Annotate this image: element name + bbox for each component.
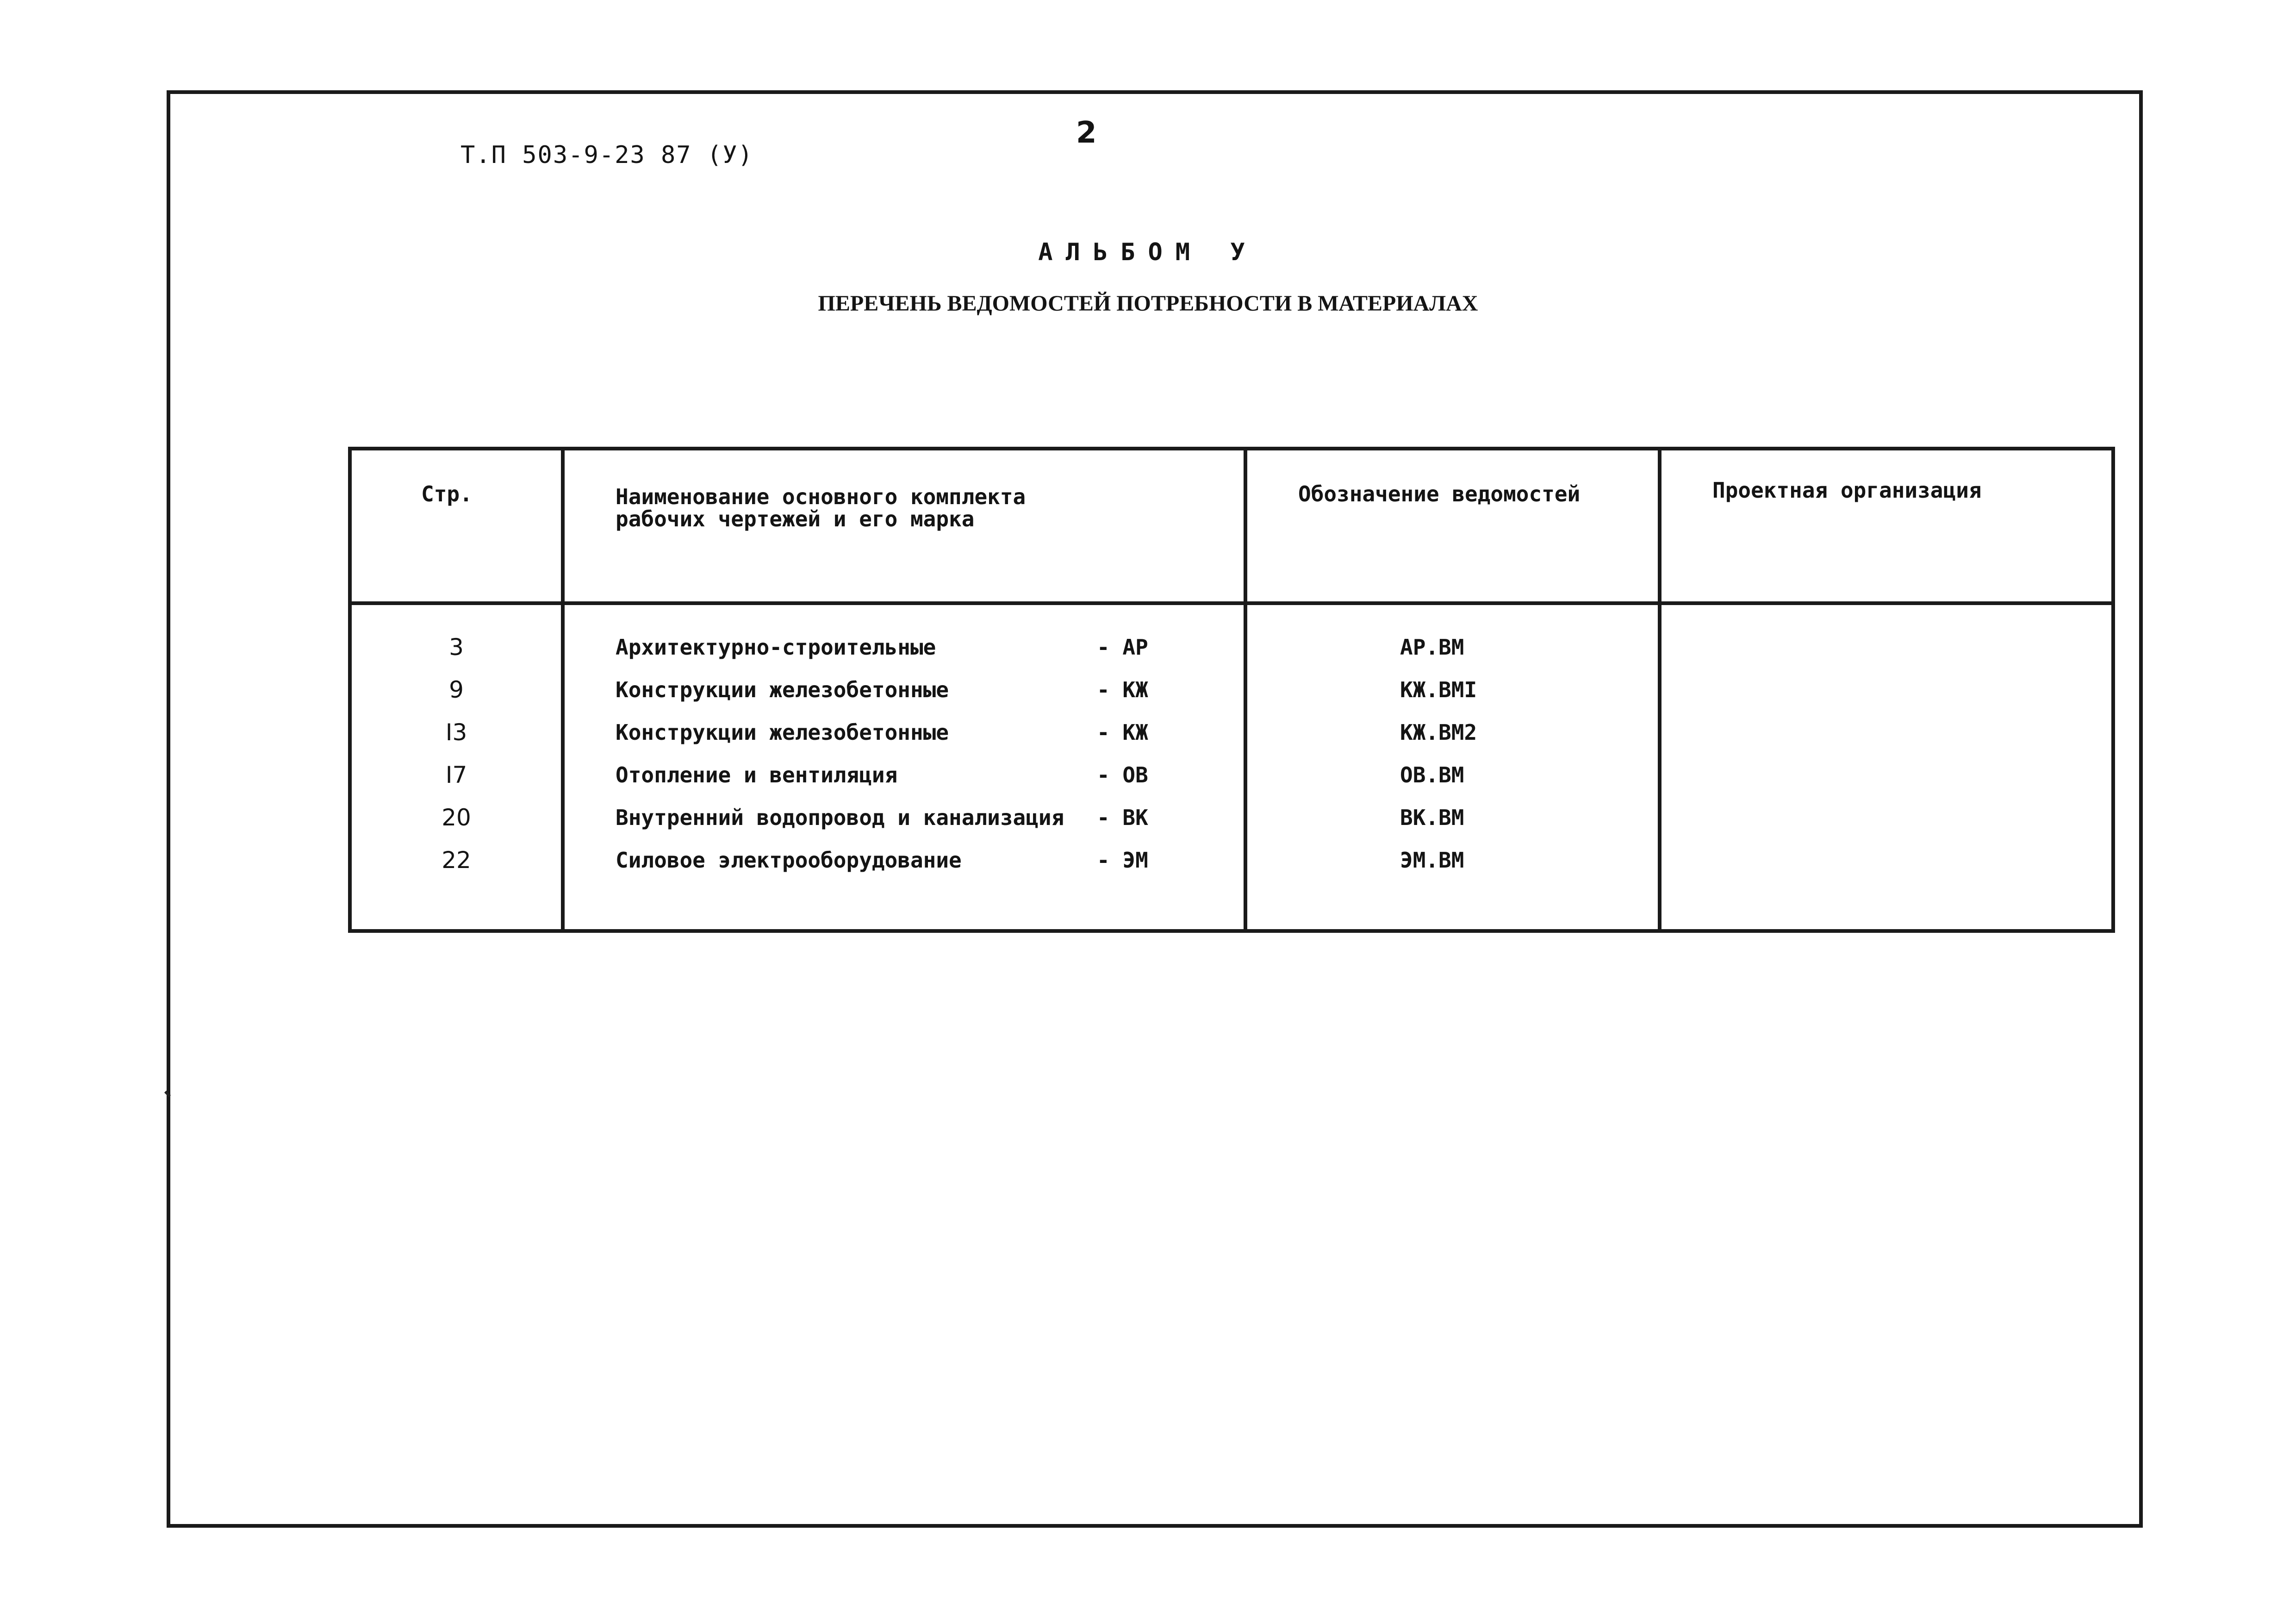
row-mark: - ОВ (1097, 762, 1148, 787)
row-name-text: Отопление и вентиляция (616, 762, 898, 787)
organization-column (1660, 603, 2113, 931)
row-name (616, 754, 1243, 796)
row-designation: ЭМ.ВМ (1400, 848, 1464, 873)
row-mark: - ЭМ (1097, 848, 1148, 873)
table-body-row (350, 603, 2113, 931)
row-name-text: Архитектурно-строительные (616, 635, 936, 660)
row-name-text: Конструкции железобетонные (616, 677, 949, 702)
column-header-name-line2: рабочих чертежей и его марка (616, 506, 975, 531)
row-mark: - АР (1097, 635, 1148, 660)
row-designation: КЖ.ВМ2 (1400, 720, 1477, 745)
row-designation: ВК.ВМ (1400, 805, 1464, 830)
row-name (616, 668, 1243, 711)
row-name (616, 711, 1243, 754)
row-name-text: Силовое электрооборудование (616, 848, 962, 873)
document-subtitle: ПЕРЕЧЕНЬ ВЕДОМОСТЕЙ ПОТРЕБНОСТИ В МАТЕРИАЛАХ (818, 291, 1478, 316)
row-page: 3 (449, 634, 464, 661)
column-header-designation: Обозначение ведомостей (1245, 449, 1660, 603)
row-designation: ОВ.ВМ (1400, 762, 1464, 787)
column-header-name (563, 449, 1245, 603)
column-header-organization: Проектная организация (1660, 449, 2113, 603)
row-mark: - ВК (1097, 805, 1148, 830)
page-number: 2 (1076, 116, 1097, 150)
row-name (616, 796, 1243, 839)
designation-column (1245, 603, 1660, 931)
document-code: Т.П 503-9-23 87 (У) (460, 141, 753, 169)
album-title: АЛЬБОМ У (1038, 238, 1258, 266)
row-page: 9 (449, 676, 464, 703)
page-column (350, 603, 563, 931)
row-designation: АР.ВМ (1400, 635, 1464, 660)
name-column (563, 603, 1245, 931)
column-header-name-line1: Наименование основного комплекта (616, 484, 1026, 509)
row-name-text: Внутренний водопровод и канализация (616, 805, 1064, 830)
row-page: 22 (442, 847, 471, 874)
row-mark: - КЖ (1097, 677, 1148, 702)
row-name-text: Конструкции железобетонные (616, 720, 949, 745)
column-header-page: Стр. (350, 449, 563, 603)
row-name (616, 626, 1243, 668)
materials-list-table (348, 447, 2115, 933)
row-page: I3 (445, 719, 467, 746)
table-header-row (350, 449, 2113, 603)
row-mark: - КЖ (1097, 720, 1148, 745)
row-name (616, 839, 1243, 881)
row-page: I7 (445, 762, 467, 788)
row-page: 20 (442, 804, 471, 831)
row-designation: КЖ.ВМI (1400, 677, 1477, 702)
